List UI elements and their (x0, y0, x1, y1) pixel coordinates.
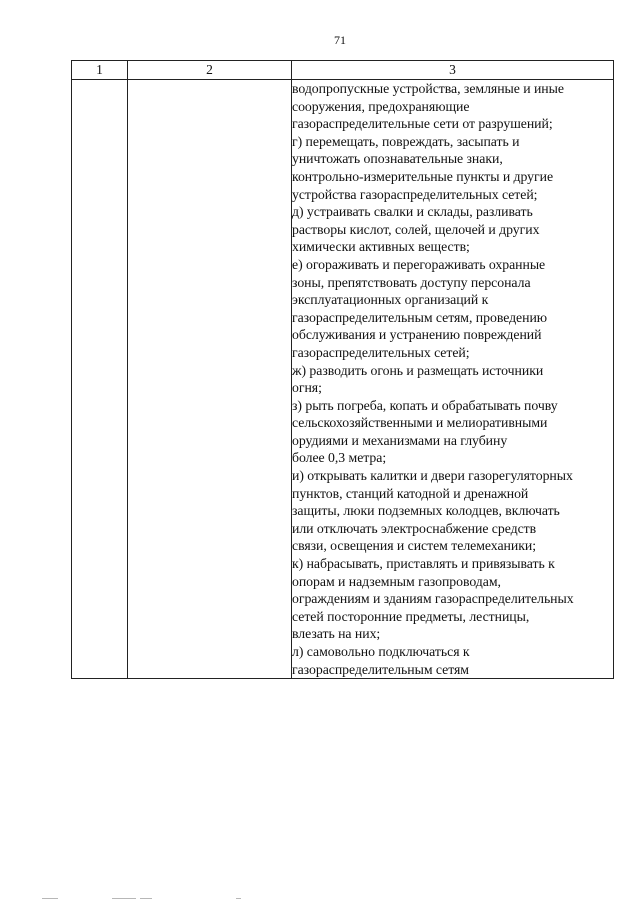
text-line: сельскохозяйственными и мелиоративными (292, 415, 548, 431)
text-line: зоны, препятствовать доступу персонала (292, 274, 531, 290)
prohibition-list (292, 80, 613, 678)
page-number: 71 (334, 33, 346, 47)
text-line: л) самовольно подключаться к (292, 644, 470, 659)
text-line: газораспределительным сетям, проведению (292, 309, 548, 325)
column-header-1: 1 (72, 61, 128, 80)
text-line: д) устраивать свалки и склады, разливать (292, 204, 533, 220)
text-line: орудиями и механизмами на глубину (292, 432, 508, 448)
text-line: опорам и надземным газопроводам, (292, 573, 501, 589)
text-line: сооружения, предохраняющие (292, 98, 470, 114)
text-line: и) открывать калитки и двери газорегуляторных (292, 468, 573, 484)
text-line: защиты, люки подземных колодцев, включать (292, 503, 560, 519)
scan-mark (42, 898, 58, 899)
text-line: обслуживания и устранению повреждений (292, 327, 542, 343)
text-line: химически активных веществ; (292, 239, 470, 255)
scan-mark (236, 898, 241, 899)
text-line: газораспределительных сетей; (292, 344, 470, 360)
text-line: г) перемещать, повреждать, засыпать и (292, 133, 520, 149)
table-cell-col1 (72, 80, 128, 679)
text-line: ограждениям и зданиям газораспределительных (292, 591, 574, 607)
text-line: газораспределительные сети от разрушений; (292, 116, 553, 132)
text-line: или отключать электроснабжение средств (292, 520, 537, 536)
scan-footer-marks (0, 898, 640, 905)
text-line: эксплуатационных организаций к (292, 292, 489, 308)
text-line: контрольно-измерительные пункты и другие (292, 168, 554, 184)
column-header-3: 3 (292, 61, 614, 80)
scan-mark (140, 898, 152, 899)
text-line: растворы кислот, солей, щелочей и других (292, 221, 540, 237)
regulation-table (71, 60, 614, 679)
text-line: газораспределительным сетям (292, 661, 469, 677)
text-line: к) набрасывать, приставлять и привязывать к (292, 556, 555, 572)
text-line: пунктов, станций катодной и дренажной (292, 485, 529, 501)
text-line: огня; (292, 380, 322, 396)
text-line: ж) разводить огонь и размещать источники (292, 362, 544, 378)
text-line: уничтожать опознавательные знаки, (292, 151, 503, 167)
table-header-row (72, 61, 614, 80)
text-line: водопропускные устройства, земляные и иные (292, 81, 564, 96)
text-line: связи, освещения и систем телемеханики; (292, 538, 536, 554)
text-line: устройства газораспределительных сетей; (292, 186, 538, 202)
table-cell-col2 (128, 80, 292, 679)
text-line: е) огораживать и перегораживать охранные (292, 256, 546, 272)
text-line: з) рыть погреба, копать и обрабатывать почву (292, 397, 558, 413)
scan-mark (112, 898, 136, 899)
text-line: влезать на них; (292, 626, 381, 642)
text-line: более 0,3 метра; (292, 450, 387, 466)
table-row (72, 80, 614, 679)
table-cell-col3 (292, 80, 614, 679)
column-header-2: 2 (128, 61, 292, 80)
text-line: сетей посторонние предметы, лестницы, (292, 608, 530, 624)
